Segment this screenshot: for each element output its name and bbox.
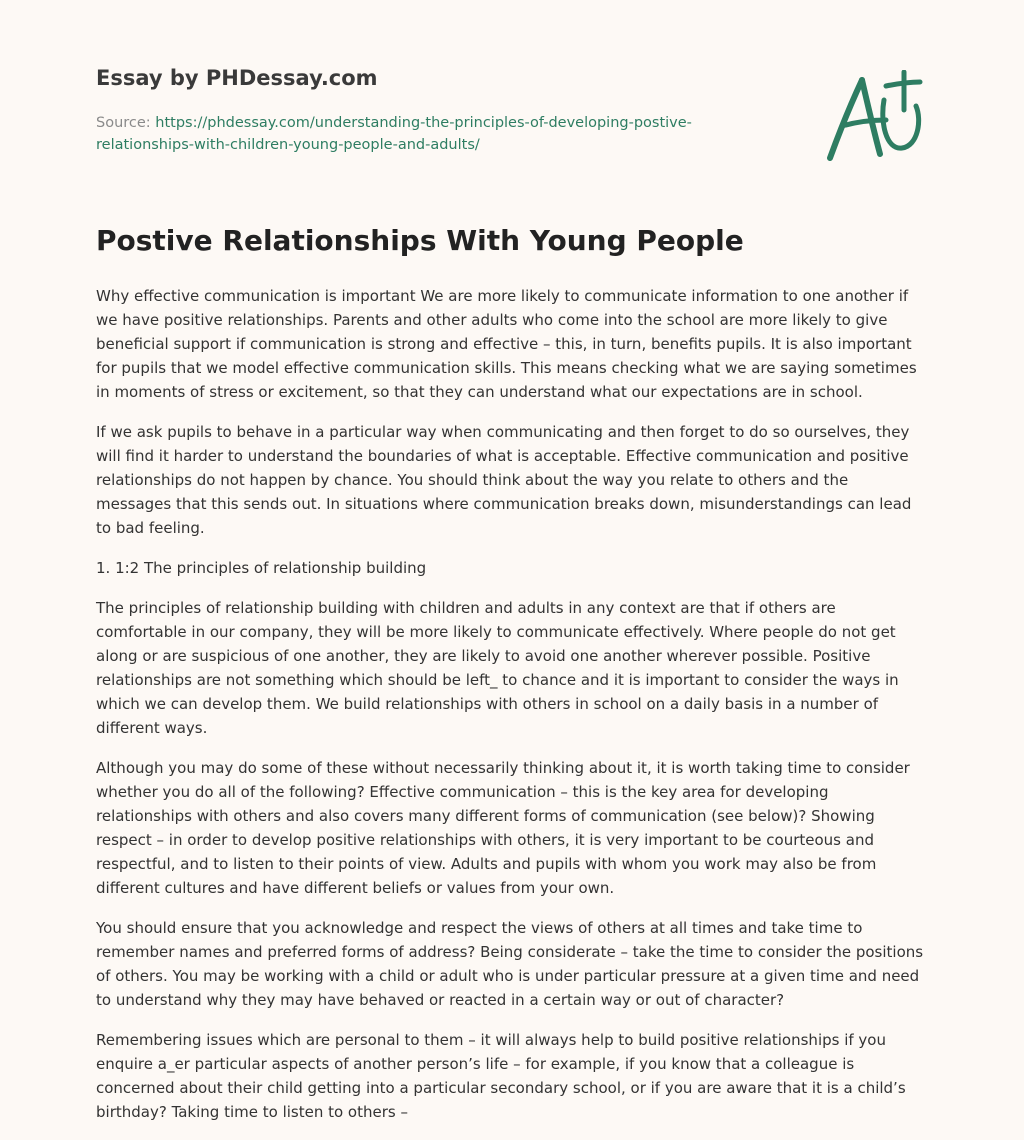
essay-paragraph: Why effective communication is important We are more likely to communicate information to one another if we have positive relationships. Parents and other adults who come into the school are more likely to give beneficial support if communication is strong and effective – this, in turn, benefits pupils. It is also important for pupils that we model effective communication skills. This means checking what we are saying sometimes in moments of stress or excitement, so that they can understand what our expectations are in school. [96, 287, 917, 401]
essay-title: Postive Relationships With Young People [96, 224, 744, 257]
essay-paragraph: The principles of relationship building with children and adults in any context are that if others are comfortable in our company, they will be more likely to communicate effectively. Where people do not get along or are suspicious of one another, they are likely to avoid one another wherever possible. Positive relationships are not something which should be left_ to chance and it is important to consider the ways in which we can develop them. We build relationships with others in school on a daily basis in a number of different ways. [96, 599, 899, 737]
essay-paragraph: If we ask pupils to behave in a particular way when communicating and then forget to do so ourselves, they will find it harder to understand the boundaries of what is acceptable. Effective communication and positive relationships do not happen by chance. You should think about the way you relate to others and the messages that this sends out. In situations where communication breaks down, misunderstandings can lead to bad feeling. [96, 423, 912, 537]
essay-paragraph: You should ensure that you acknowledge and respect the views of others at all times and take time to remember names and preferred forms of address? Being considerate – take the time to consider the positions of others. You may be working with a child or adult who is under particular pressure at a given time and need to understand why they may have behaved or reacted in a certain way or out of character? [96, 919, 924, 1009]
essay-paragraph: Although you may do some of these without necessarily thinking about it, it is worth taking time to consider whether you do all of the following? Effective communication – this is the key area for developing relationships with others and also covers many different forms of communication (see below)? Showing respect – in order to develop positive relationships with others, it is very important to be courteous and respectful, and to listen to their points of view. Adults and pupils with whom you work may also be from different cultures and have different beliefs or values from your own. [96, 759, 910, 897]
essay-paragraph: 1. 1:2 The principles of relationship building [96, 559, 427, 577]
source-link[interactable]: https://phdessay.com/understanding-the-principles-of-developing-postive-relationships-with-children-young-people-and-adults/ [96, 115, 692, 153]
essay-paragraph: Remembering issues which are personal to them – it will always help to build positive relationships if you enquire a_er particular aspects of another person’s life – for example, if you know that a colleague is concerned about their child getting into a particular secondary school, or if you are aware that it is a child’s birthday? Taking time to listen to others – [96, 1031, 906, 1121]
a-plus-grade-icon [824, 70, 926, 164]
site-title: Essay by PHDessay.com [96, 66, 378, 90]
essay-body [96, 284, 928, 1140]
source-line [96, 112, 736, 156]
source-label: Source: [96, 115, 156, 131]
